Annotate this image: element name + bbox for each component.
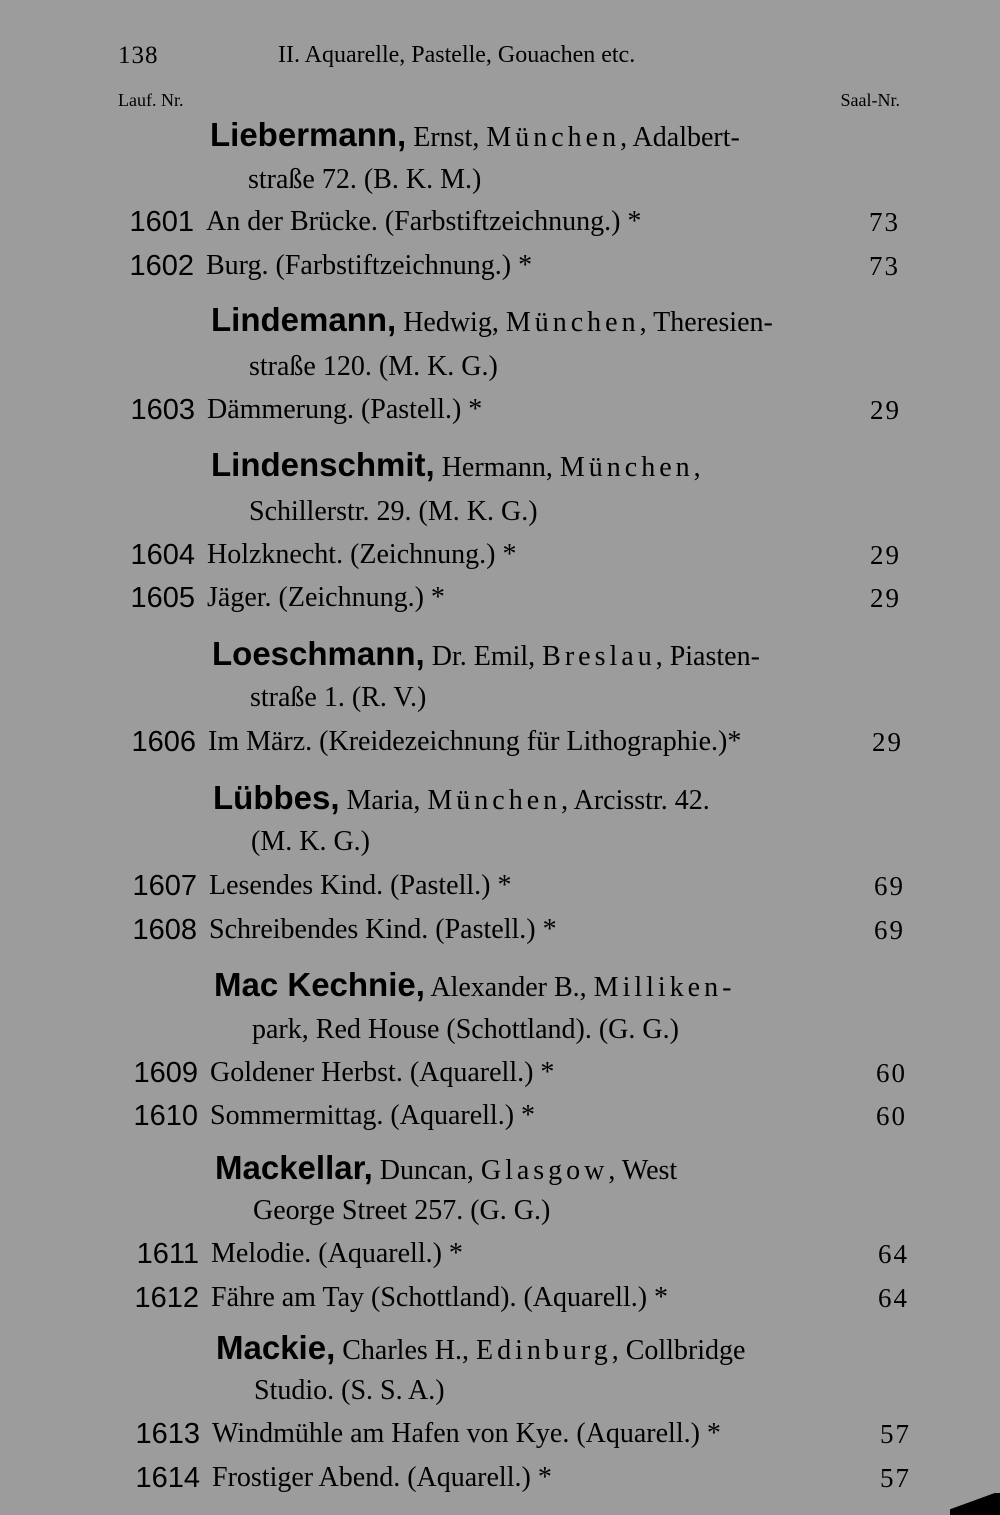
work-entry [123, 1234, 909, 1274]
artist-address-continued [251, 822, 370, 862]
saal-number: 73 [869, 207, 900, 237]
work-entry [119, 578, 901, 618]
lauf-number: 1610 [133, 1100, 198, 1132]
saal-number: 57 [880, 1419, 911, 1449]
work-entry [119, 390, 901, 430]
saal-number: 29 [870, 540, 901, 570]
running-title: II. Aquarelle, Pastelle, Gouachen etc. [278, 42, 636, 68]
saal-number: 69 [874, 871, 905, 901]
artist-city: München [505, 307, 640, 338]
column-header-saal-nr: Saal-Nr. [840, 90, 900, 110]
artist-firstname: Hermann, [434, 452, 560, 483]
artist-name: Mackellar, [215, 1149, 373, 1186]
artist-firstname: Duncan, [372, 1155, 481, 1186]
work-title: Frostiger Abend. (Aquarell.) * [212, 1462, 552, 1493]
artist-city: München [427, 785, 562, 816]
artist-address-text: Schillerstr. 29. (M. K. G.) [249, 496, 538, 527]
lauf-number: 1607 [132, 870, 197, 902]
work-title: Goldener Herbst. (Aquarell.) * [210, 1057, 555, 1088]
page-number: 138 [118, 42, 159, 69]
artist-address-continued [249, 492, 538, 532]
work-title: Jäger. (Zeichnung.) * [207, 582, 445, 613]
artist-address-continued [249, 347, 498, 387]
work-entry [120, 722, 903, 762]
work-title: Burg. (Farbstiftzeichnung.) * [206, 250, 533, 281]
saal-number: 29 [870, 583, 901, 613]
artist-city: Glasgow [480, 1155, 609, 1186]
artist-name: Lübbes, [213, 779, 340, 816]
artist-heading [215, 1148, 677, 1188]
lauf-number: 1611 [136, 1238, 199, 1270]
work-title: Melodie. (Aquarell.) * [211, 1238, 463, 1269]
artist-address-text: straße 72. (B. K. M.) [248, 164, 482, 195]
lauf-number: 1613 [135, 1418, 200, 1450]
artist-address: , Piasten- [655, 641, 760, 672]
saal-number: 57 [880, 1463, 911, 1493]
lauf-number: 1605 [130, 582, 195, 614]
work-entry [122, 1053, 907, 1093]
artist-address-continued [248, 160, 481, 200]
lauf-number: 1606 [131, 726, 196, 758]
work-title: An der Brücke. (Farbstiftzeichnung.) * [206, 206, 642, 237]
artist-firstname: Charles H., [335, 1335, 477, 1366]
artist-city: München [486, 122, 621, 153]
work-entry [121, 910, 905, 950]
artist-address: , [693, 452, 701, 483]
lauf-number: 1604 [130, 539, 195, 571]
lauf-number: 1609 [133, 1057, 198, 1089]
lauf-number: 1614 [135, 1462, 200, 1494]
work-entry [119, 535, 901, 575]
artist-address: , Arcisstr. 42. [561, 785, 710, 816]
artist-city: Edinburg [476, 1335, 612, 1366]
artist-address-continued [254, 1371, 445, 1411]
work-title: Holzknecht. (Zeichnung.) * [207, 539, 517, 570]
saal-number: 29 [870, 395, 901, 425]
work-title: Windmühle am Hafen von Kye. (Aquarell.) * [212, 1418, 721, 1449]
work-entry [124, 1458, 911, 1498]
saal-number: 60 [876, 1058, 907, 1088]
artist-heading [210, 115, 740, 155]
artist-heading [212, 634, 760, 674]
artist-firstname: Hedwig, [396, 307, 506, 338]
artist-name: Lindemann, [211, 301, 397, 338]
artist-firstname: Ernst, [406, 122, 487, 153]
artist-address: , Adalbert- [620, 122, 740, 153]
artist-name: Liebermann, [210, 116, 407, 153]
artist-heading [214, 965, 735, 1005]
artist-city-continued: park [252, 1014, 302, 1045]
artist-heading [211, 445, 701, 485]
artist-heading [211, 300, 773, 340]
work-title: Dämmerung. (Pastell.) * [207, 394, 483, 425]
artist-address-text: George Street 257. (G. G.) [253, 1195, 551, 1226]
lauf-number: 1602 [129, 250, 194, 282]
saal-number: 69 [874, 915, 905, 945]
artist-address: , Theresien- [639, 307, 773, 338]
column-header-lauf-nr: Lauf. Nr. [118, 90, 184, 110]
artist-heading [213, 778, 710, 818]
saal-number: 73 [869, 251, 900, 281]
work-entry [124, 1414, 911, 1454]
saal-number: 60 [876, 1101, 907, 1131]
lauf-number: 1612 [134, 1282, 199, 1314]
artist-city: Breslau [542, 641, 656, 672]
artist-firstname: Dr. Emil, [424, 641, 543, 672]
work-entry [118, 246, 900, 286]
artist-city: Milliken- [593, 972, 736, 1003]
artist-address-text: (M. K. G.) [251, 826, 370, 857]
artist-firstname: Maria, [339, 785, 428, 816]
artist-address-continued [252, 1010, 679, 1050]
lauf-number: 1601 [129, 206, 194, 238]
artist-name: Mackie, [216, 1329, 336, 1366]
artist-address-continued [253, 1191, 550, 1231]
lauf-number: 1608 [132, 914, 197, 946]
artist-address-continued [250, 678, 426, 718]
work-title: Lesendes Kind. (Pastell.) * [209, 870, 512, 901]
work-entry [123, 1278, 909, 1318]
work-entry [122, 1096, 907, 1136]
saal-number: 64 [878, 1239, 909, 1269]
work-entry [118, 202, 900, 242]
page-edge-shadow [950, 1493, 1000, 1515]
work-title: Fähre am Tay (Schottland). (Aquarell.) * [211, 1282, 669, 1313]
lauf-number: 1603 [130, 394, 195, 426]
work-title: Im März. (Kreidezeichnung für Lithographie.)* [208, 726, 742, 757]
artist-address: , Collbridge [611, 1335, 746, 1366]
artist-firstname: Alexander B., [424, 972, 594, 1003]
artist-heading [216, 1328, 745, 1368]
artist-address-text: straße 1. (R. V.) [250, 682, 427, 713]
artist-address-text: straße 120. (M. K. G.) [249, 351, 498, 382]
artist-address-text: Studio. (S. S. A.) [254, 1375, 445, 1406]
saal-number: 29 [872, 727, 903, 757]
artist-name: Mac Kechnie, [214, 966, 425, 1003]
artist-name: Lindenschmit, [211, 446, 435, 483]
artist-address: , West [608, 1155, 678, 1186]
saal-number: 64 [878, 1283, 909, 1313]
work-title: Sommermittag. (Aquarell.) * [210, 1100, 536, 1131]
artist-city: München [559, 452, 694, 483]
work-entry [121, 866, 905, 906]
work-title: Schreibendes Kind. (Pastell.) * [209, 914, 557, 945]
artist-name: Loeschmann, [212, 635, 425, 672]
artist-address-text: , Red House (Schottland). (G. G.) [301, 1014, 679, 1045]
